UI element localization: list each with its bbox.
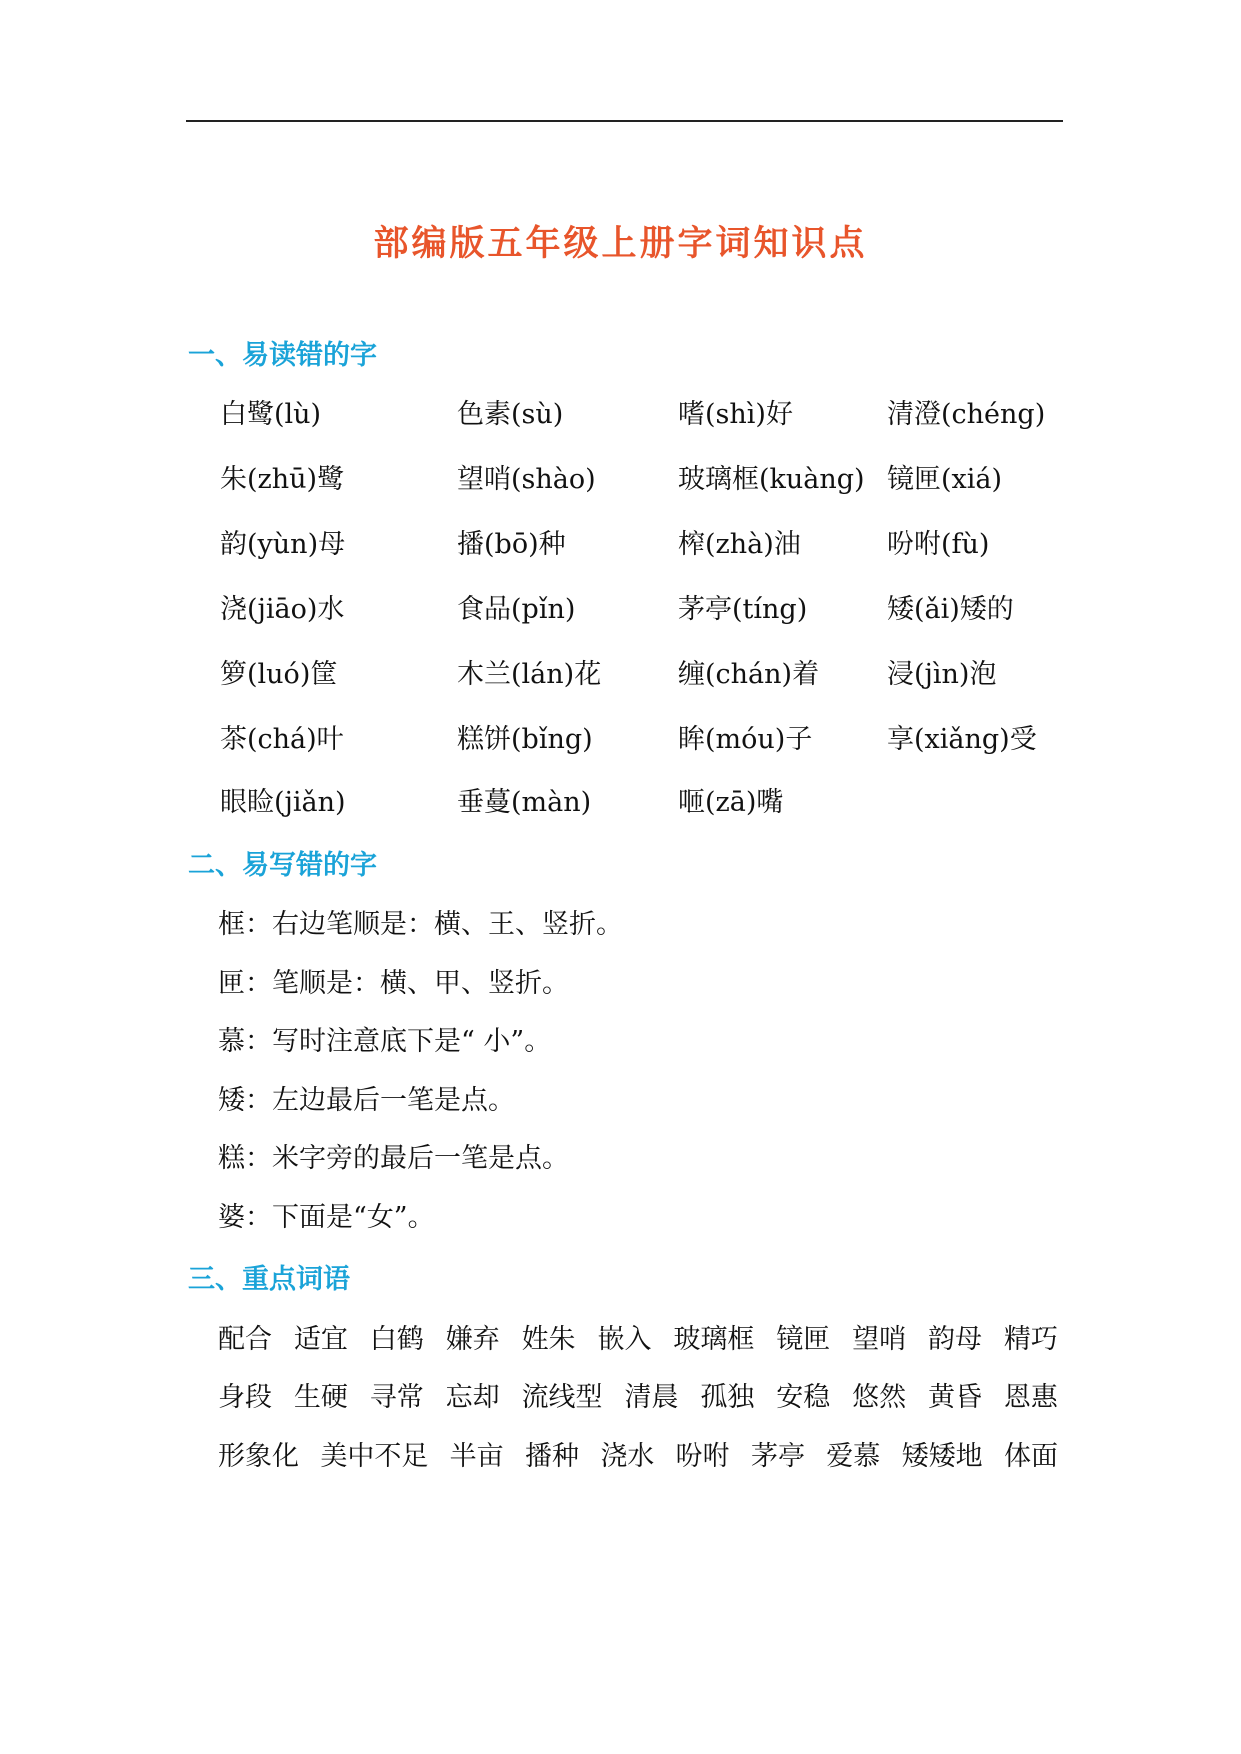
key-term: 爱慕 (826, 1441, 881, 1472)
key-term: 浇水 (600, 1441, 655, 1472)
key-term: 生硬 (293, 1382, 348, 1413)
key-term: 适宜 (293, 1324, 348, 1355)
misread-word: 茅亭(tíng) (678, 594, 808, 625)
key-term: 嵌入 (597, 1324, 652, 1355)
misread-word: 茶(chá)叶 (220, 724, 344, 755)
misread-word: 嗜(shì)好 (678, 399, 793, 430)
key-term: 悠然 (852, 1382, 907, 1413)
misread-word: 色素(sù) (457, 399, 564, 430)
key-term: 寻常 (369, 1382, 424, 1413)
key-terms-row (218, 1323, 1058, 1357)
key-term: 恩惠 (1003, 1382, 1058, 1413)
key-term: 孤独 (700, 1382, 755, 1413)
misread-word: 韵(yùn)母 (220, 529, 346, 560)
section-heading-miswritten: 二、易写错的字 (188, 850, 377, 881)
misread-word: 玻璃框(kuàng) (678, 464, 865, 495)
misread-word: 清澄(chéng) (887, 399, 1046, 430)
misread-word: 食品(pǐn) (457, 594, 576, 625)
misread-word: 吩咐(fù) (887, 529, 990, 560)
key-term: 茅亭 (750, 1441, 805, 1472)
key-term: 流线型 (521, 1382, 603, 1413)
misread-word: 咂(zā)嘴 (678, 787, 784, 818)
key-terms-row (218, 1381, 1058, 1415)
misread-word: 播(bō)种 (457, 529, 566, 560)
key-term: 白鹤 (369, 1324, 424, 1355)
misread-word: 垂蔓(màn) (457, 787, 592, 818)
key-term: 矮矮地 (901, 1441, 983, 1472)
key-term: 忘却 (445, 1382, 500, 1413)
key-term: 精巧 (1003, 1324, 1058, 1355)
key-term: 嫌弃 (445, 1324, 500, 1355)
misread-word: 矮(ǎi)矮的 (887, 594, 1014, 625)
key-term: 安稳 (776, 1382, 831, 1413)
key-term: 播种 (524, 1441, 579, 1472)
misread-word: 浇(jiāo)水 (220, 594, 345, 625)
misread-word: 望哨(shào) (457, 464, 596, 495)
key-term: 半亩 (449, 1441, 504, 1472)
key-term: 玻璃框 (673, 1324, 755, 1355)
misread-word: 榨(zhà)油 (678, 529, 801, 560)
misread-word: 缠(chán)着 (678, 659, 820, 690)
misread-word: 朱(zhū)鹭 (220, 464, 345, 495)
key-term: 吩咐 (675, 1441, 730, 1472)
misread-word: 糕饼(bǐng) (457, 724, 593, 755)
writing-note: 糕：米字旁的最后一笔是点。 (218, 1143, 569, 1174)
section-heading-key-terms: 三、重点词语 (188, 1264, 350, 1295)
key-term: 望哨 (852, 1324, 907, 1355)
header-rule (186, 120, 1063, 122)
key-terms-row (218, 1440, 1058, 1474)
misread-word: 眼睑(jiǎn) (220, 787, 346, 818)
writing-note: 矮：左边最后一笔是点。 (218, 1085, 515, 1116)
misread-word: 镜匣(xiá) (887, 464, 1003, 495)
key-term: 美中不足 (320, 1441, 429, 1472)
key-term: 姓朱 (521, 1324, 576, 1355)
misread-word: 箩(luó)筐 (220, 659, 338, 690)
writing-note: 匣：笔顺是：横、甲、竖折。 (218, 968, 569, 999)
key-term: 镜匣 (776, 1324, 831, 1355)
document-title: 部编版五年级上册字词知识点 (373, 224, 868, 264)
misread-word: 享(xiǎng)受 (887, 724, 1037, 755)
key-term: 形象化 (218, 1441, 299, 1472)
key-term: 韵母 (928, 1324, 983, 1355)
key-term: 清晨 (624, 1382, 679, 1413)
key-term: 体面 (1003, 1441, 1058, 1472)
key-term: 黄昏 (928, 1382, 983, 1413)
writing-note: 慕：写时注意底下是“ 小”。 (218, 1026, 552, 1057)
writing-note: 框：右边笔顺是：横、王、竖折。 (218, 909, 623, 940)
misread-word: 眸(móu)子 (678, 724, 813, 755)
section-heading-misread: 一、易读错的字 (188, 340, 377, 371)
key-term: 配合 (218, 1324, 272, 1355)
key-term: 身段 (218, 1382, 272, 1413)
misread-word: 浸(jìn)泡 (887, 659, 997, 690)
writing-note: 婆：下面是“女”。 (218, 1202, 435, 1233)
misread-word: 白鹭(lù) (220, 399, 322, 430)
misread-word: 木兰(lán)花 (457, 659, 602, 690)
